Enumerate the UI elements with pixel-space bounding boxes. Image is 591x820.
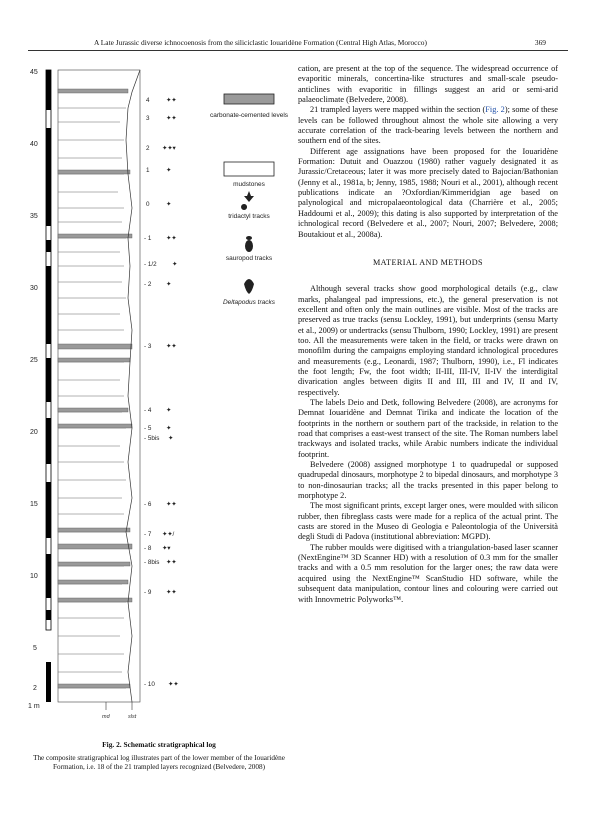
level-label: - 1 — [144, 235, 152, 242]
legend-swatch-carbonate — [224, 94, 274, 104]
axis-label-slst: slst — [128, 714, 137, 720]
level-tracks: ✦ — [172, 261, 178, 268]
level-label: - 2 — [144, 281, 152, 288]
legend-label: carbonate-cemented levels — [209, 112, 289, 119]
y-tick: 15 — [30, 501, 38, 508]
y-tick: 25 — [30, 357, 38, 364]
level-label: - 3 — [144, 343, 152, 350]
paragraph: The labels Deio and Detk, following Belvedere (2008), are acronyms for Demnat Iouaridène and Demnat Tirika and indicate the location of the footprints in the northern or southern part of the trackside, in relation to the road that comprises a east-west transect of the site. The Roman numbers label trackways and isolated tracks, while Arabic numbers indicate the individual footprint. — [298, 397, 558, 459]
stratigraphic-log-figure — [28, 62, 290, 742]
y-tick: 20 — [30, 429, 38, 436]
level-label: - 9 — [144, 589, 152, 596]
legend-swatch-mudstones — [224, 162, 274, 176]
level-label: - 7 — [144, 531, 152, 538]
figure-caption — [28, 740, 290, 772]
level-label: - 6 — [144, 501, 152, 508]
level-tracks: ✦✦ — [166, 235, 177, 242]
level-tracks: ✦✦ — [166, 343, 177, 350]
level-label: 1 — [146, 167, 150, 174]
level-label: 3 — [146, 115, 150, 122]
y-tick: 5 — [33, 645, 37, 652]
paragraph: 21 trampled layers were mapped within the section (Fig. 2); some of these levels can be followed throughout almost the whole site allowing a very accurate correlation of the track-bearing levels between the northern and southern end of the sites. — [298, 105, 558, 146]
scale-bar-seg — [46, 610, 51, 620]
paragraph: Belvedere (2008) assigned morphotype 1 to quadrupedal or supposed quadrupedal dinosaurs, morphotype 2 to bipedal dinosaurs, and morphotype 3 to non-dinosaurian tracks; all the tracks presented in this paper belong to morphotype 2. — [298, 460, 558, 501]
body-text-column — [298, 64, 558, 605]
level-tracks: ✦ — [166, 201, 172, 208]
y-tick: 2 — [33, 685, 37, 692]
y-tick: 1 m — [28, 703, 40, 710]
scale-bar-seg — [46, 266, 51, 344]
level-label: 4 — [146, 97, 150, 104]
header-rule — [28, 50, 568, 51]
level-tracks: ✦✦ — [166, 97, 177, 104]
level-tracks: ✦✦ — [168, 681, 179, 688]
scale-bar-seg — [46, 662, 51, 702]
y-tick: 45 — [30, 69, 38, 76]
scale-bar-seg — [46, 554, 51, 598]
legend-label: Deltapodus tracks — [222, 299, 276, 306]
paragraph: Although several tracks show good morphological details (e.g., claw marks, phalangeal pad impressions, etc.), the general preservation is not excellent and often only the main outlines are visible. Most of the tracks are preserved as true tracks (sensu Lockley, 1991), but underprints (sensu Marty et al., 2009) or undertracks (sensu Thulborn, 1990; Lockley, 1991) are present too. All the measurements were taken in the field, or tracks were drawn on monofilm during the campaigns employing standard ichnological procedures and measurements (e.g., Leonardi, 1987; Thulborn, 1990), i.e., Fl indicates the foot length; Fw, the foot width; II-III, III-IV, II-IV the interdigital divarication angles between digits II and III, III and IV, II and IV, respectively. — [298, 284, 558, 397]
level-tracks: ✦ — [166, 425, 172, 432]
scale-bar-seg — [46, 70, 51, 110]
level-tracks: ✦✦▾ — [162, 145, 176, 152]
axis-label-md: md — [102, 714, 110, 720]
level-tracks: ✦ — [166, 407, 172, 414]
page-number: 369 — [534, 38, 546, 47]
level-tracks: ✦ — [166, 167, 172, 174]
level-label: - 5bis — [144, 435, 160, 442]
tridactyl-track-icon — [241, 191, 254, 210]
level-tracks: ✦✦ — [166, 115, 177, 122]
section-heading: MATERIAL AND METHODS — [372, 257, 484, 267]
level-label: - 10 — [144, 681, 155, 688]
level-tracks: ✦ — [168, 435, 174, 442]
level-tracks: ✦✦ — [166, 589, 177, 596]
level-tracks: ✦✦ — [166, 501, 177, 508]
level-tracks: ✦ — [166, 281, 172, 288]
scale-bar-seg — [46, 128, 51, 226]
level-tracks: ✦▾ — [162, 545, 171, 552]
level-label: - 8 — [144, 545, 152, 552]
paragraph: cation, are present at the top of the sequence. The widespread occurrence of evaporitic minerals, concertina-like structures and small-scale pseudo-anticlines with evaporitic in fillings suggest an arid or semi-arid palaeoclimate (Belvedere, 2008). — [298, 64, 558, 105]
level-tracks: ✦✦ — [166, 559, 177, 566]
level-label: 2 — [146, 145, 150, 152]
y-tick: 10 — [30, 573, 38, 580]
y-tick: 30 — [30, 285, 38, 292]
y-tick: 40 — [30, 141, 38, 148]
sauropod-track-icon — [245, 240, 253, 252]
scale-bar-seg — [46, 240, 51, 252]
legend — [210, 94, 289, 306]
level-label: - 5 — [144, 425, 152, 432]
caption-title: Fig. 2. Schematic stratigraphical log — [102, 740, 216, 749]
caption-text: The composite stratigraphical log illustrates part of the lower member of the Iouaridène Formation, i.e. 18 of the 21 trampled layers recognized (Belvedere, 2008) — [33, 754, 285, 771]
paragraph: The rubber moulds were digitised with a triangulation-based laser scanner (NextEngine™ 3D Scanner HD) with a resolution of 0.3 mm for the smaller tracks and with a 0.5 mm resolution for the larger ones; the raw data were acquired using the NextEngine™ ScanStudio HD software, while the subsequent data manipulation, contour lines and colouring were carried out with Innovmetric Polyworks™. — [298, 542, 558, 604]
level-tracks: ✦✦/ — [162, 531, 175, 538]
level-label: 0 — [146, 201, 150, 208]
paragraph: The most significant prints, except larger ones, were moulded with silicon rubber, then fibreglass casts were made for a replica of the actual print. The casts are stored in the Museo di Geologia e Paleontologia of the Università degli Studi di Padova (institutional abbreviation: MGPD). — [298, 501, 558, 542]
stratigraphic-log-svg — [28, 62, 290, 742]
level-label: - 1/2 — [144, 261, 157, 268]
log-column — [58, 70, 140, 710]
legend-label: sauropod tracks — [225, 255, 273, 262]
deltapodus-track-icon — [244, 279, 254, 294]
legend-label: tridactyl tracks — [228, 213, 270, 220]
figure-link[interactable]: Fig. 2 — [485, 105, 505, 115]
scale-bar-seg — [46, 418, 51, 464]
legend-label: mudstones — [233, 181, 265, 188]
paragraph: Different age assignations have been proposed for the Iouaridène Formation: Dutuit and Ouazzou (1980) rather vaguely designated it as Jurassic/Cretaceous; later it was more precisely dated to Bajocian/Bathonian (Jenny et al., 1981a, b; Jenny, 1985, 1988; Nouri et al., 2001), although recent publications indicate an ?Oxfordian/Kimmeridgian age based on palynological and micropalaeontological data (Charrière et al., 2005; Haddoumi et al., 2009); this dating is also supported by interpretation of the ichnological record (Belvedere et al., 2007; Nouri, 2007; Belvedere, 2008; Boutakiout et al., 2008a). — [298, 146, 558, 239]
level-label: - 4 — [144, 407, 152, 414]
y-tick: 35 — [30, 213, 38, 220]
level-label: - 8bis — [144, 559, 160, 566]
scale-bar-seg — [46, 358, 51, 402]
scale-bar-seg — [46, 482, 51, 538]
running-title: A Late Jurassic diverse ichnocoenosis from the siliciclastic Iouaridène Formation (Central High Atlas, Morocco) — [94, 38, 427, 47]
